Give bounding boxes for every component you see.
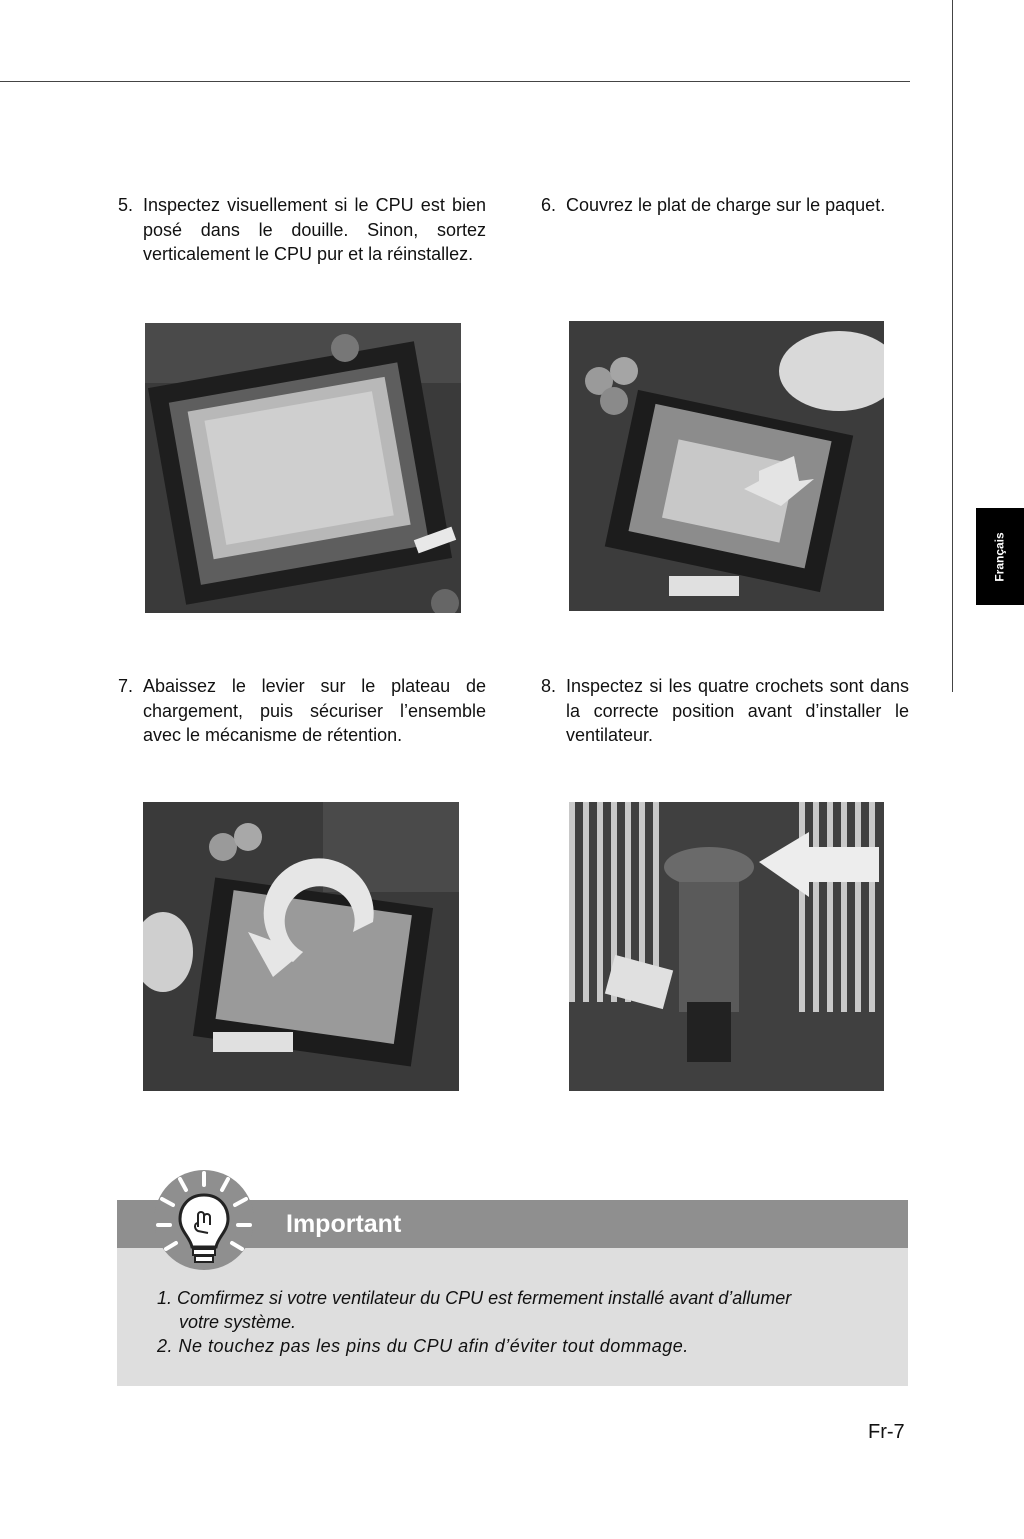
lever-photo (143, 802, 459, 1091)
language-tab (976, 508, 1024, 605)
step-5 (118, 193, 486, 267)
language-tab-label: Français (993, 531, 1008, 582)
note-item (157, 1334, 897, 1358)
note-text: Ne touchez pas les pins du CPU afin d’éviter tout dommage. (178, 1336, 689, 1356)
important-notes (157, 1286, 897, 1358)
step-number: 5. (118, 195, 134, 215)
step-number: 7. (118, 676, 134, 696)
step-text: Abaissez le levier sur le plateau de chargement, puis sécuriser l’ensemble avec le mécanisme de rétention. (143, 676, 486, 745)
lightbulb-icon (150, 1165, 258, 1275)
step-6 (541, 193, 909, 218)
step-7 (118, 674, 486, 748)
load-plate-photo (569, 321, 884, 611)
note-number: 2. (157, 1336, 174, 1356)
step-number: 6. (541, 195, 557, 215)
note-text: Comfirmez si votre ventilateur du CPU est fermement installé avant d’allumer (177, 1288, 792, 1308)
step-text: Inspectez visuellement si le CPU est bien posé dans le douille. Sinon, sortez verticalement le CPU pur et la réinstallez. (143, 195, 486, 264)
side-rule (952, 0, 953, 692)
note-number: 1. (157, 1288, 173, 1308)
step-8 (541, 674, 909, 748)
step-number: 8. (541, 676, 557, 696)
heatsink-clip-photo (569, 802, 884, 1091)
important-title: Important (286, 1210, 402, 1238)
note-item (157, 1286, 897, 1334)
step-text: Inspectez si les quatre crochets sont dans la correcte position avant d’installer le ventilateur. (566, 676, 909, 745)
cpu-socket-photo (145, 323, 461, 613)
note-text-continued: votre système. (179, 1312, 297, 1332)
step-text: Couvrez le plat de charge sur le paquet. (566, 195, 886, 215)
header-rule (0, 81, 910, 82)
page-number: Fr-7 (868, 1421, 905, 1443)
